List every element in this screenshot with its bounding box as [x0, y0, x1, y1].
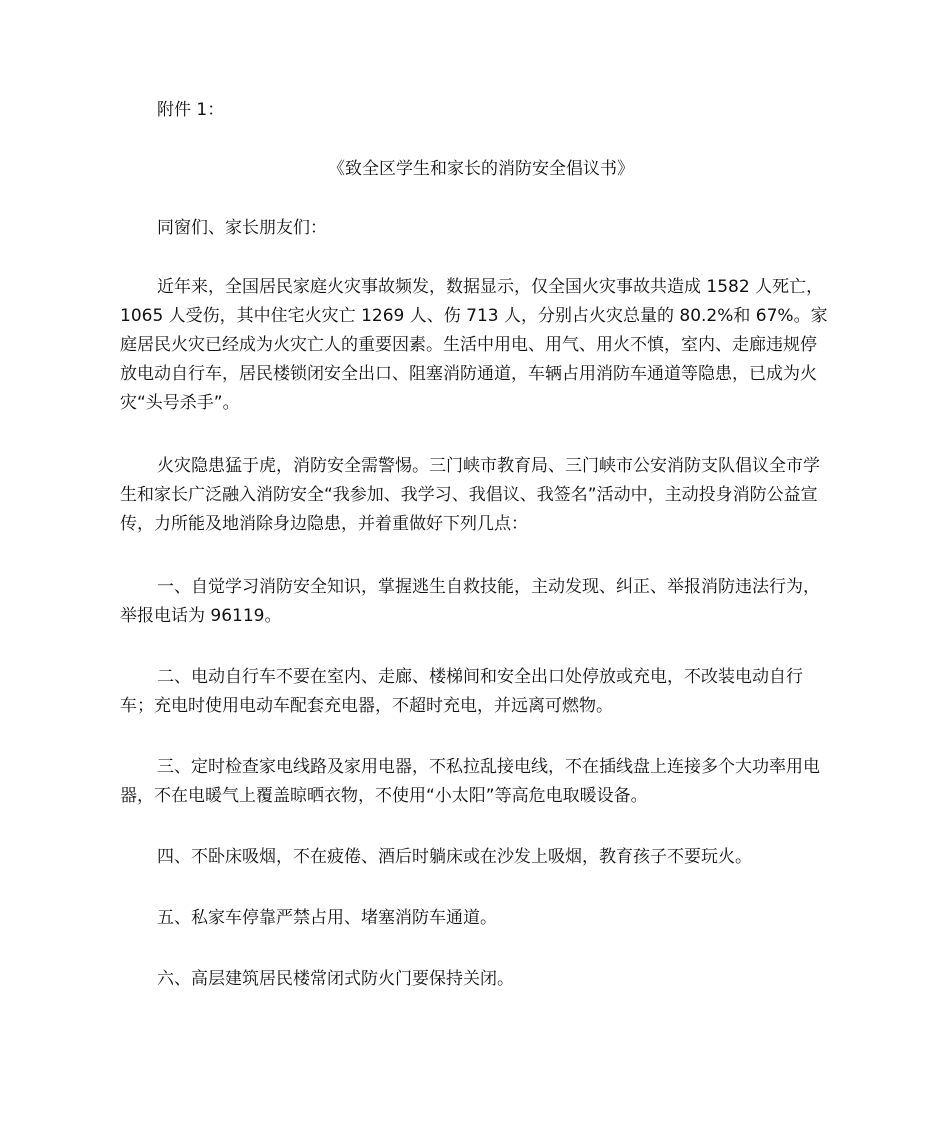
- list-item: 四、不卧床吸烟，不在疲倦、酒后时躺床或在沙发上吸烟，教育孩子不要玩火。: [157, 847, 752, 867]
- attachment-label: 附件 1：: [157, 100, 225, 120]
- document-body: [120, 96, 832, 994]
- call-to-action-paragraph: 火灾隐患猛于虎，消防安全需警惕。三门峡市教育局、三门峡市公安消防支队倡议全市学生和家长广泛融入消防安全“我参加、我学习、我倡议、我签名”活动中，主动投身消防公益宣传，力所能及地消除身边隐患，并着重做好下列几点：: [120, 456, 820, 534]
- salutation: 同窗们、家长朋友们：: [157, 218, 327, 238]
- list-item: 三、定时检查家电线路及家用电器，不私拉乱接电线，不在插线盘上连接多个大功率用电器，不在电暖气上覆盖晾晒衣物，不使用“小太阳”等高危电取暖设备。: [120, 757, 820, 806]
- list-item: 五、私家车停靠严禁占用、堵塞消防车通道。: [157, 908, 497, 928]
- intro-paragraph: 近年来，全国居民家庭火灾事故频发，数据显示，仅全国火灾事故共造成 1582 人死亡，1065 人受伤，其中住宅火灾亡 1269 人、伤 713 人，分别占火灾总量的 80.2%和 67%。家庭居民火灾已经成为火灾亡人的重要因素。生活中用电、用气、用火不慎，室内、走廊违规停放电动自行车，居民楼锁闭安全出口、阻塞消防通道，车辆占用消防车通道等隐患，已成为火灾“头号杀手”。: [120, 277, 828, 413]
- list-item: 二、电动自行车不要在室内、走廊、楼梯间和安全出口处停放或充电，不改装电动自行车；充电时使用电动车配套充电器，不超时充电，并远离可燃物。: [120, 667, 803, 716]
- list-item: 六、高层建筑居民楼常闭式防火门要保持关闭。: [157, 969, 514, 989]
- list-item: 一、自觉学习消防安全知识，掌握逃生自救技能，主动发现、纠正、举报消防违法行为，举报电话为 96119。: [120, 577, 820, 626]
- document-title: 《致全区学生和家长的消防安全倡议书》: [328, 159, 634, 179]
